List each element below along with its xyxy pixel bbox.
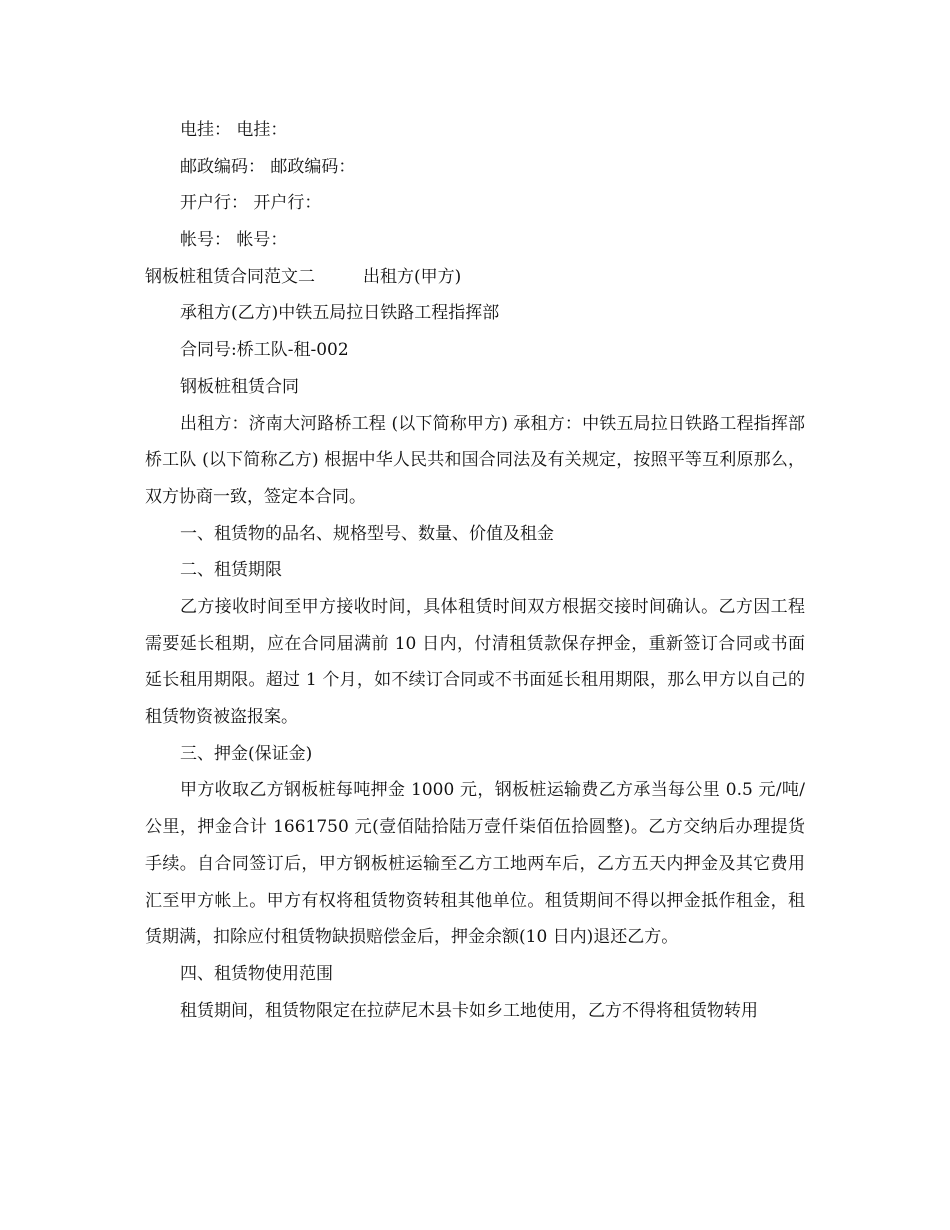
lessee-line: 承租方(乙方)中铁五局拉日铁路工程指挥部 [180, 303, 500, 324]
bank-line: 开户行： 开户行： [180, 193, 322, 214]
lessor-label: 出租方(甲方) [363, 266, 462, 287]
section-3-body: 甲方收取乙方钢板桩每吨押金 1000 元，钢板桩运输费乙方承当每公里 0.5 元/吨/公里，押金合计 1661750 元(壹佰陆拾陆万壹仟柒佰伍拾圆整)。乙方交纳后办理提货手续。自合同签订后，甲方钢板桩运输至乙方工地两车后，乙方五天内押金及其它费用汇至甲方帐上。甲方有权将租赁物资转租其他单位。租赁期间不得以押金抵作租金，租赁期满，扣除应付租赁物缺损赔偿金后，押金余额(10 日内)退还乙方。 [145, 780, 805, 948]
postcode-line: 邮政编码： 邮政编码： [180, 156, 356, 177]
contract-title: 钢板桩租赁合同 [180, 376, 299, 397]
section-4-heading: 四、租赁物使用范围 [180, 964, 333, 984]
account-line: 帐号： 帐号： [180, 230, 288, 251]
contract-number-line: 合同号:桥工队-租-002 [180, 340, 349, 361]
section-3-heading: 三、押金(保证金) [180, 743, 313, 764]
phone-line: 电挂： 电挂： [180, 120, 288, 140]
intro-paragraph: 出租方：济南大河路桥工程 (以下简称甲方) 承租方：中铁五局拉日铁路工程指挥部桥工队 (以下简称乙方) 根据中华人民共和国合同法及有关规定，按照平等互利原那么，双方协商一致，签定本合同。 [145, 413, 805, 507]
section-2-body: 乙方接收时间至甲方接收时间，具体租赁时间双方根据交接时间确认。乙方因工程需要延长租期，应在合同届满前 10 日内，付清租赁款保存押金，重新签订合同或书面延长租用期限。超过 1 个月，如不续订合同或不书面延长租用期限，那么甲方以自己的租赁物资被盗报案。 [145, 596, 805, 728]
section-2-heading: 二、租赁期限 [180, 560, 282, 581]
sample-heading-line [145, 259, 805, 296]
contract-text [145, 112, 805, 1029]
section-1-heading: 一、租赁物的品名、规格型号、数量、价值及租金 [180, 523, 554, 544]
section-4-body: 租赁期间，租赁物限定在拉萨尼木县卡如乡工地使用，乙方不得将租赁物转用 [180, 1000, 758, 1021]
sample-title: 钢板桩租赁合同范文二 [145, 266, 315, 287]
